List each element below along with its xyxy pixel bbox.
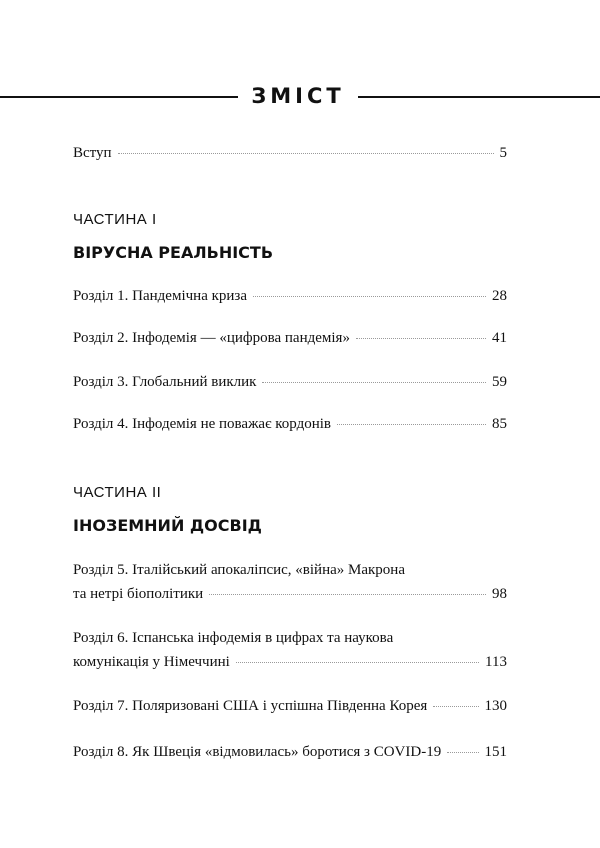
page-number: 85 xyxy=(492,416,507,432)
toc-entry-chapter-1[interactable] xyxy=(73,286,507,306)
toc-entry-chapter-4[interactable] xyxy=(73,414,507,434)
dot-leader xyxy=(262,382,486,383)
entry-label-continued: комунікація у Німеччині xyxy=(73,654,230,670)
title-rule-right xyxy=(358,96,600,98)
page-number: 151 xyxy=(484,744,507,760)
page-number: 28 xyxy=(492,288,507,304)
entry-label: Розділ 2. Інфодемія — «цифрова пандемія» xyxy=(73,330,350,346)
toc-entry-chapter-2[interactable] xyxy=(73,328,507,348)
page-number: 41 xyxy=(492,330,507,346)
entry-label: Розділ 6. Іспанська інфодемія в цифрах та наукова xyxy=(73,630,394,646)
page-title: ЗМІСТ xyxy=(251,84,345,108)
dot-leader xyxy=(433,706,478,707)
entry-label-continued: та нетрі біополітики xyxy=(73,586,204,602)
dot-leader xyxy=(337,424,486,425)
toc-header xyxy=(0,82,600,110)
page-number: 98 xyxy=(492,586,507,602)
entry-label: Вступ xyxy=(73,145,112,161)
title-rule-left xyxy=(0,96,238,98)
dot-leader xyxy=(253,296,486,297)
part-2-label: ЧАСТИНА ІІ xyxy=(73,484,162,501)
entry-label: Розділ 5. Італійський апокаліпсис, «війна» Макрона xyxy=(73,562,405,578)
toc-entry-chapter-3[interactable] xyxy=(73,372,507,392)
entry-label: Розділ 3. Глобальний виклик xyxy=(73,374,257,390)
toc-entry-chapter-6[interactable] xyxy=(73,628,507,672)
dot-leader xyxy=(118,153,494,154)
toc-entry-chapter-7[interactable] xyxy=(73,696,507,716)
toc-entry-intro[interactable] xyxy=(73,143,507,163)
part-1-label: ЧАСТИНА І xyxy=(73,211,157,228)
dot-leader xyxy=(209,594,486,595)
entry-label: Розділ 1. Пандемічна криза xyxy=(73,288,248,304)
page-number: 130 xyxy=(484,698,507,714)
page-number: 5 xyxy=(499,145,507,161)
toc-entry-chapter-8[interactable] xyxy=(73,742,507,762)
part-2-title: ІНОЗЕМНИЙ ДОСВІД xyxy=(73,516,262,535)
dot-leader xyxy=(236,662,479,663)
page-number: 113 xyxy=(485,654,507,670)
dot-leader xyxy=(356,338,486,339)
entry-label: Розділ 8. Як Швеція «відмовилась» боротися з COVID-19 xyxy=(73,744,442,760)
part-1-title: ВІРУСНА РЕАЛЬНІСТЬ xyxy=(73,243,274,262)
page-number: 59 xyxy=(492,374,507,390)
toc-entry-chapter-5[interactable] xyxy=(73,560,507,604)
dot-leader xyxy=(447,752,478,753)
entry-label: Розділ 4. Інфодемія не поважає кордонів xyxy=(73,416,332,432)
entry-label: Розділ 7. Поляризовані США і успішна Південна Корея xyxy=(73,698,428,714)
